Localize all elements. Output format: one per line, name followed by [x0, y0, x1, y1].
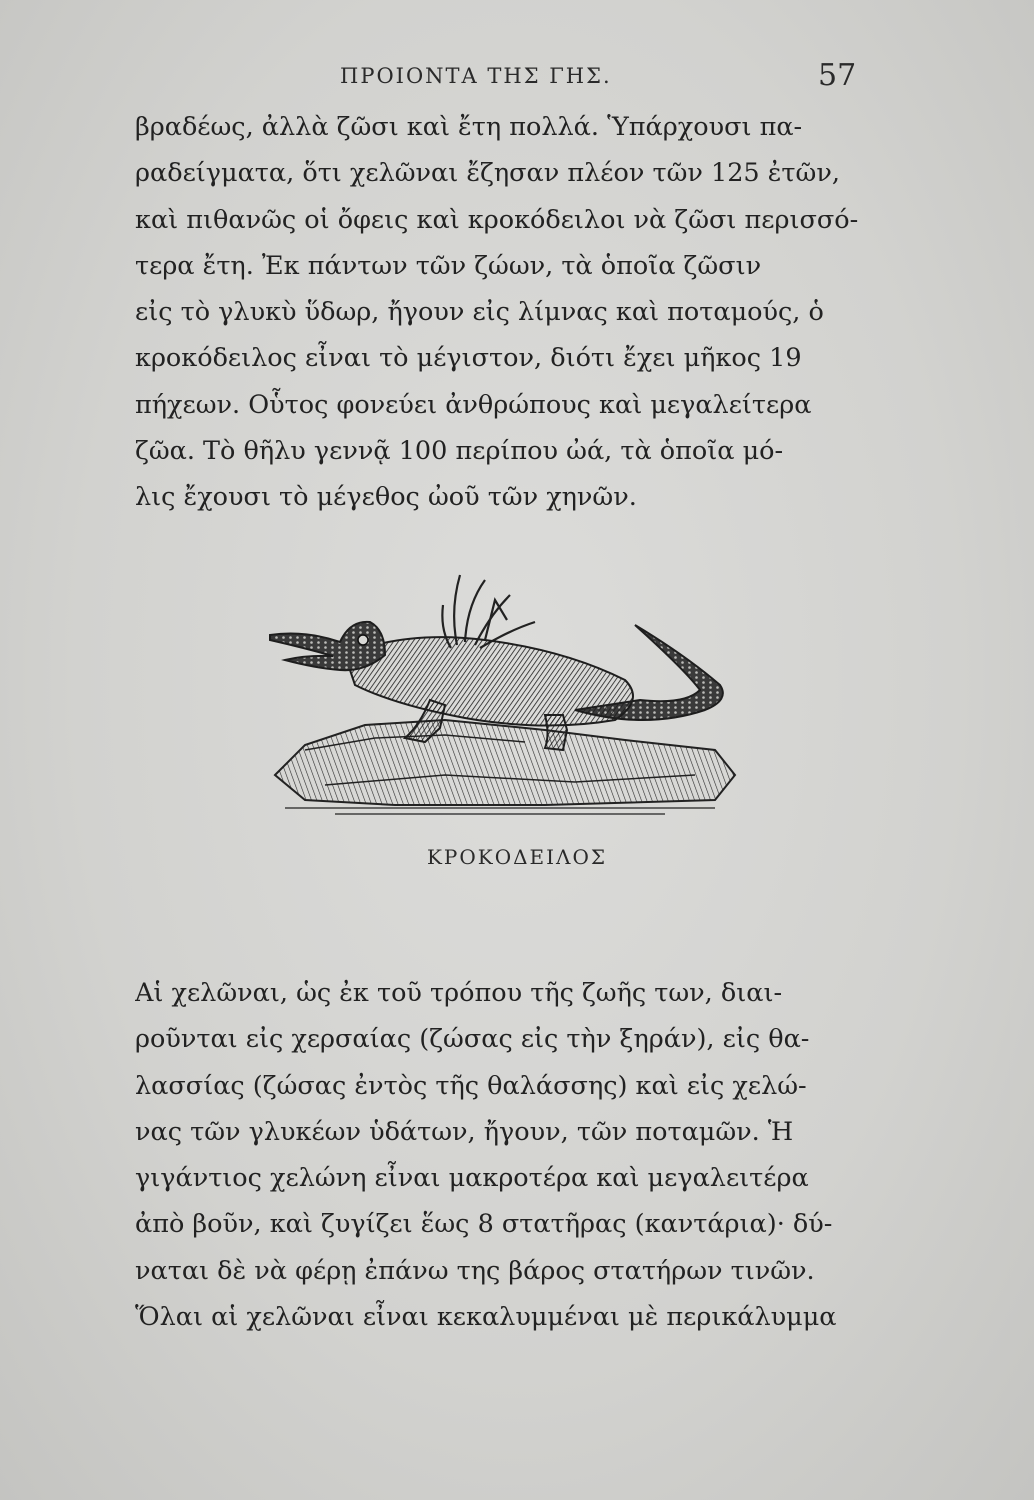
text-line: ζῶα. Τὸ θῆλυ γεννᾷ 100 περίπου ὠά, τὰ ὁποῖα μό- — [135, 436, 784, 467]
text-line: λασσίας (ζώσας ἐντὸς τῆς θαλάσσης) καὶ εἰς χελώ- — [135, 1070, 807, 1101]
text-line: ροῦνται εἰς χερσαίας (ζώσας εἰς τὴν ξηράν), εἰς θα- — [135, 1024, 810, 1055]
paragraph-turtles — [135, 970, 895, 1340]
text-line: καὶ πιθανῶς οἱ ὄφεις καὶ κροκόδειλοι νὰ ζῶσι περισσό- — [135, 204, 859, 235]
text-line: εἰς τὸ γλυκὺ ὕδωρ, ἤγουν εἰς λίμνας καὶ ποταμούς, ὁ — [135, 297, 824, 328]
crocodile-illustration — [245, 560, 765, 840]
text-line: λις ἔχουσι τὸ μέγεθος ὠοῦ τῶν χηνῶν. — [135, 482, 637, 513]
text-line: ναται δὲ νὰ φέρῃ ἐπάνω της βάρος στατήρων τινῶν. — [135, 1255, 815, 1286]
figure-caption: ΚΡΟΚΟΔΕΙΛΟΣ — [426, 845, 608, 869]
text-line: Αἱ χελῶναι, ὡς ἐκ τοῦ τρόπου τῆς ζωῆς των, διαι- — [135, 978, 783, 1008]
page-header — [0, 58, 1034, 98]
text-line: πήχεων. Οὗτος φονεύει ἀνθρώπους καὶ μεγαλείτερα — [135, 389, 812, 420]
crocodile-engraving — [245, 560, 765, 840]
text-line: τερα ἔτη. Ἐκ πάντων τῶν ζώων, τὰ ὁποῖα ζῶσιν — [135, 250, 762, 281]
text-line: ἀπὸ βοῦν, καὶ ζυγίζει ἕως 8 στατῆρας (καντάρια)· δύ- — [135, 1209, 833, 1240]
text-line: κροκόδειλος εἶναι τὸ μέγιστον, διότι ἔχει μῆκος 19 — [135, 343, 802, 374]
page-number: 57 — [818, 58, 857, 93]
text-line: γιγάντιος χελώνη εἶναι μακροτέρα καὶ μεγαλειτέρα — [135, 1163, 809, 1194]
text-line: ραδείγματα, ὅτι χελῶναι ἔζησαν πλέον τῶν 125 ἐτῶν, — [135, 158, 840, 189]
text-line: Ὅλαι αἱ χελῶναι εἶναι κεκαλυμμέναι μὲ περικάλυμμα — [135, 1302, 837, 1333]
running-head: ΠΡΟΙΟΝΤΑ ΤΗΣ ΓΗΣ. — [340, 64, 612, 88]
text-line: νας τῶν γλυκέων ὑδάτων, ἤγουν, τῶν ποταμῶν. Ἡ — [135, 1116, 794, 1147]
text-line: βραδέως, ἀλλὰ ζῶσι καὶ ἔτη πολλά. Ὑπάρχουσι πα- — [135, 112, 803, 142]
paragraph-crocodile — [135, 104, 895, 521]
